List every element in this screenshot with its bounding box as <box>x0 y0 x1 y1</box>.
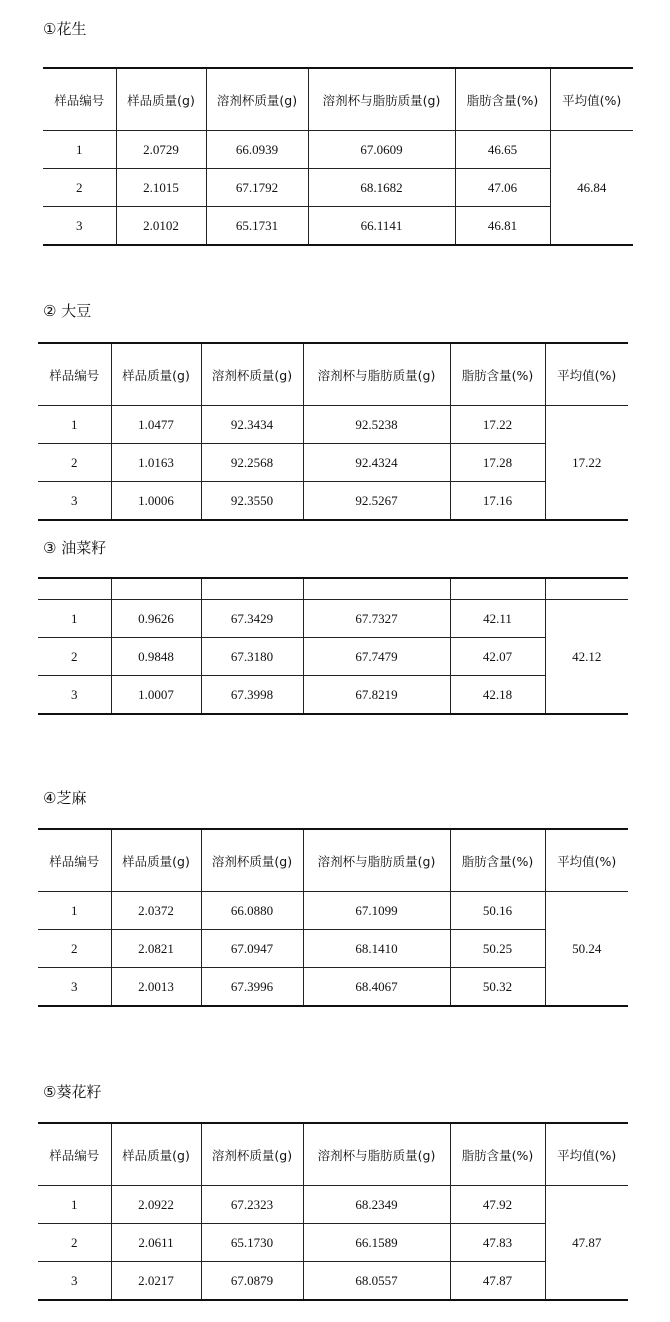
cell-cup-mass: 67.2323 <box>201 1186 303 1224</box>
table-row <box>43 207 633 246</box>
header-fat-content: 脂肪含量(%) <box>450 829 545 892</box>
cell-sample-mass: 2.0102 <box>116 207 206 246</box>
table-header-row <box>38 1123 628 1186</box>
cell-cup-mass: 67.0879 <box>201 1262 303 1301</box>
cell-cup-mass: 67.0947 <box>201 930 303 968</box>
header-cup-fat-mass: 溶剂杯与脂肪质量(g) <box>303 343 450 406</box>
section-title-rapeseed: ③ 油菜籽 <box>43 539 107 557</box>
header-cell-empty <box>201 578 303 600</box>
cell-fat-content: 46.81 <box>455 207 550 246</box>
header-cell-empty <box>545 578 628 600</box>
cell-sample-mass: 1.0006 <box>111 482 201 521</box>
cell-average: 42.12 <box>545 600 628 715</box>
header-fat-content: 脂肪含量(%) <box>450 343 545 406</box>
table-sunflower <box>38 1122 628 1301</box>
cell-sample-id: 1 <box>38 892 111 930</box>
section-title-soybean: ② 大豆 <box>43 302 92 320</box>
cell-sample-id: 1 <box>38 406 111 444</box>
header-sample-mass: 样品质量(g) <box>111 829 201 892</box>
header-cup-mass: 溶剂杯质量(g) <box>206 68 308 131</box>
header-cup-fat-mass: 溶剂杯与脂肪质量(g) <box>308 68 455 131</box>
header-cell-empty <box>38 578 111 600</box>
cell-sample-mass: 1.0163 <box>111 444 201 482</box>
header-sample-id: 样品编号 <box>38 829 111 892</box>
cell-sample-mass: 0.9848 <box>111 638 201 676</box>
cell-sample-id: 2 <box>38 1224 111 1262</box>
header-sample-mass: 样品质量(g) <box>116 68 206 131</box>
header-sample-id: 样品编号 <box>38 343 111 406</box>
cell-average: 46.84 <box>550 131 633 246</box>
table-sesame <box>38 828 628 1007</box>
cell-cup-fat-mass: 68.0557 <box>303 1262 450 1301</box>
cell-average: 17.22 <box>545 406 628 521</box>
table-row <box>38 1186 628 1224</box>
cell-cup-fat-mass: 66.1141 <box>308 207 455 246</box>
cell-sample-mass: 2.0821 <box>111 930 201 968</box>
cell-sample-id: 3 <box>38 968 111 1007</box>
cell-sample-mass: 2.0611 <box>111 1224 201 1262</box>
cell-fat-content: 17.28 <box>450 444 545 482</box>
cell-cup-mass: 65.1731 <box>206 207 308 246</box>
cell-cup-fat-mass: 68.2349 <box>303 1186 450 1224</box>
table-row <box>38 1262 628 1301</box>
cell-cup-mass: 67.3996 <box>201 968 303 1007</box>
cell-sample-mass: 2.0013 <box>111 968 201 1007</box>
cell-fat-content: 50.16 <box>450 892 545 930</box>
cell-cup-fat-mass: 68.4067 <box>303 968 450 1007</box>
cell-fat-content: 47.87 <box>450 1262 545 1301</box>
cell-cup-fat-mass: 68.1682 <box>308 169 455 207</box>
cell-average: 47.87 <box>545 1186 628 1301</box>
header-cup-mass: 溶剂杯质量(g) <box>201 1123 303 1186</box>
cell-fat-content: 42.18 <box>450 676 545 715</box>
header-cell-empty <box>111 578 201 600</box>
cell-sample-id: 2 <box>38 638 111 676</box>
table-rapeseed <box>38 577 628 715</box>
cell-cup-mass: 66.0880 <box>201 892 303 930</box>
table-soybean <box>38 342 628 521</box>
header-average: 平均值(%) <box>545 1123 628 1186</box>
header-fat-content: 脂肪含量(%) <box>455 68 550 131</box>
cell-cup-fat-mass: 92.4324 <box>303 444 450 482</box>
cell-fat-content: 47.92 <box>450 1186 545 1224</box>
cell-sample-mass: 2.0372 <box>111 892 201 930</box>
cell-sample-mass: 1.0007 <box>111 676 201 715</box>
header-average: 平均值(%) <box>545 343 628 406</box>
cell-sample-id: 3 <box>38 482 111 521</box>
table-header-row <box>38 829 628 892</box>
cell-sample-mass: 0.9626 <box>111 600 201 638</box>
cell-cup-mass: 67.3180 <box>201 638 303 676</box>
cell-cup-mass: 92.3434 <box>201 406 303 444</box>
table-row <box>38 676 628 715</box>
cell-cup-mass: 66.0939 <box>206 131 308 169</box>
table-peanut <box>43 67 633 246</box>
cell-sample-id: 2 <box>38 444 111 482</box>
section-title-sunflower: ⑤葵花籽 <box>43 1083 102 1101</box>
table-row <box>38 892 628 930</box>
header-sample-mass: 样品质量(g) <box>111 343 201 406</box>
cell-cup-fat-mass: 67.8219 <box>303 676 450 715</box>
header-cell-empty <box>450 578 545 600</box>
cell-cup-fat-mass: 92.5238 <box>303 406 450 444</box>
header-fat-content: 脂肪含量(%) <box>450 1123 545 1186</box>
cell-fat-content: 47.83 <box>450 1224 545 1262</box>
cell-cup-mass: 65.1730 <box>201 1224 303 1262</box>
header-cup-fat-mass: 溶剂杯与脂肪质量(g) <box>303 1123 450 1186</box>
table-row <box>38 1224 628 1262</box>
cell-cup-mass: 67.3429 <box>201 600 303 638</box>
cell-sample-mass: 2.0922 <box>111 1186 201 1224</box>
cell-cup-fat-mass: 92.5267 <box>303 482 450 521</box>
cell-cup-mass: 92.2568 <box>201 444 303 482</box>
header-sample-id: 样品编号 <box>43 68 116 131</box>
cell-fat-content: 42.11 <box>450 600 545 638</box>
cell-fat-content: 17.16 <box>450 482 545 521</box>
table-header-row-empty <box>38 578 628 600</box>
cell-sample-id: 2 <box>38 930 111 968</box>
table-header-row <box>43 68 633 131</box>
cell-cup-fat-mass: 67.0609 <box>308 131 455 169</box>
cell-fat-content: 50.25 <box>450 930 545 968</box>
cell-cup-fat-mass: 67.1099 <box>303 892 450 930</box>
cell-fat-content: 42.07 <box>450 638 545 676</box>
cell-cup-fat-mass: 67.7327 <box>303 600 450 638</box>
table-row <box>38 600 628 638</box>
cell-average: 50.24 <box>545 892 628 1007</box>
header-average: 平均值(%) <box>545 829 628 892</box>
cell-sample-mass: 2.0729 <box>116 131 206 169</box>
section-title-peanut: ①花生 <box>43 20 87 38</box>
table-header-row <box>38 343 628 406</box>
table-row <box>38 406 628 444</box>
table-row <box>38 930 628 968</box>
header-sample-id: 样品编号 <box>38 1123 111 1186</box>
cell-sample-id: 3 <box>38 676 111 715</box>
cell-sample-mass: 2.1015 <box>116 169 206 207</box>
cell-sample-mass: 2.0217 <box>111 1262 201 1301</box>
cell-sample-id: 3 <box>43 207 116 246</box>
table-row <box>38 444 628 482</box>
cell-cup-fat-mass: 66.1589 <box>303 1224 450 1262</box>
section-title-sesame: ④芝麻 <box>43 789 87 807</box>
table-row <box>43 131 633 169</box>
cell-sample-id: 1 <box>43 131 116 169</box>
cell-fat-content: 46.65 <box>455 131 550 169</box>
cell-sample-id: 1 <box>38 1186 111 1224</box>
cell-cup-mass: 67.1792 <box>206 169 308 207</box>
cell-cup-mass: 92.3550 <box>201 482 303 521</box>
header-cup-fat-mass: 溶剂杯与脂肪质量(g) <box>303 829 450 892</box>
cell-cup-mass: 67.3998 <box>201 676 303 715</box>
cell-fat-content: 47.06 <box>455 169 550 207</box>
table-row <box>38 482 628 521</box>
cell-sample-id: 3 <box>38 1262 111 1301</box>
cell-sample-id: 2 <box>43 169 116 207</box>
cell-cup-fat-mass: 68.1410 <box>303 930 450 968</box>
table-row <box>38 968 628 1007</box>
cell-fat-content: 17.22 <box>450 406 545 444</box>
cell-sample-mass: 1.0477 <box>111 406 201 444</box>
cell-sample-id: 1 <box>38 600 111 638</box>
header-average: 平均值(%) <box>550 68 633 131</box>
cell-fat-content: 50.32 <box>450 968 545 1007</box>
header-cell-empty <box>303 578 450 600</box>
header-sample-mass: 样品质量(g) <box>111 1123 201 1186</box>
header-cup-mass: 溶剂杯质量(g) <box>201 829 303 892</box>
table-row <box>38 638 628 676</box>
table-row <box>43 169 633 207</box>
cell-cup-fat-mass: 67.7479 <box>303 638 450 676</box>
header-cup-mass: 溶剂杯质量(g) <box>201 343 303 406</box>
